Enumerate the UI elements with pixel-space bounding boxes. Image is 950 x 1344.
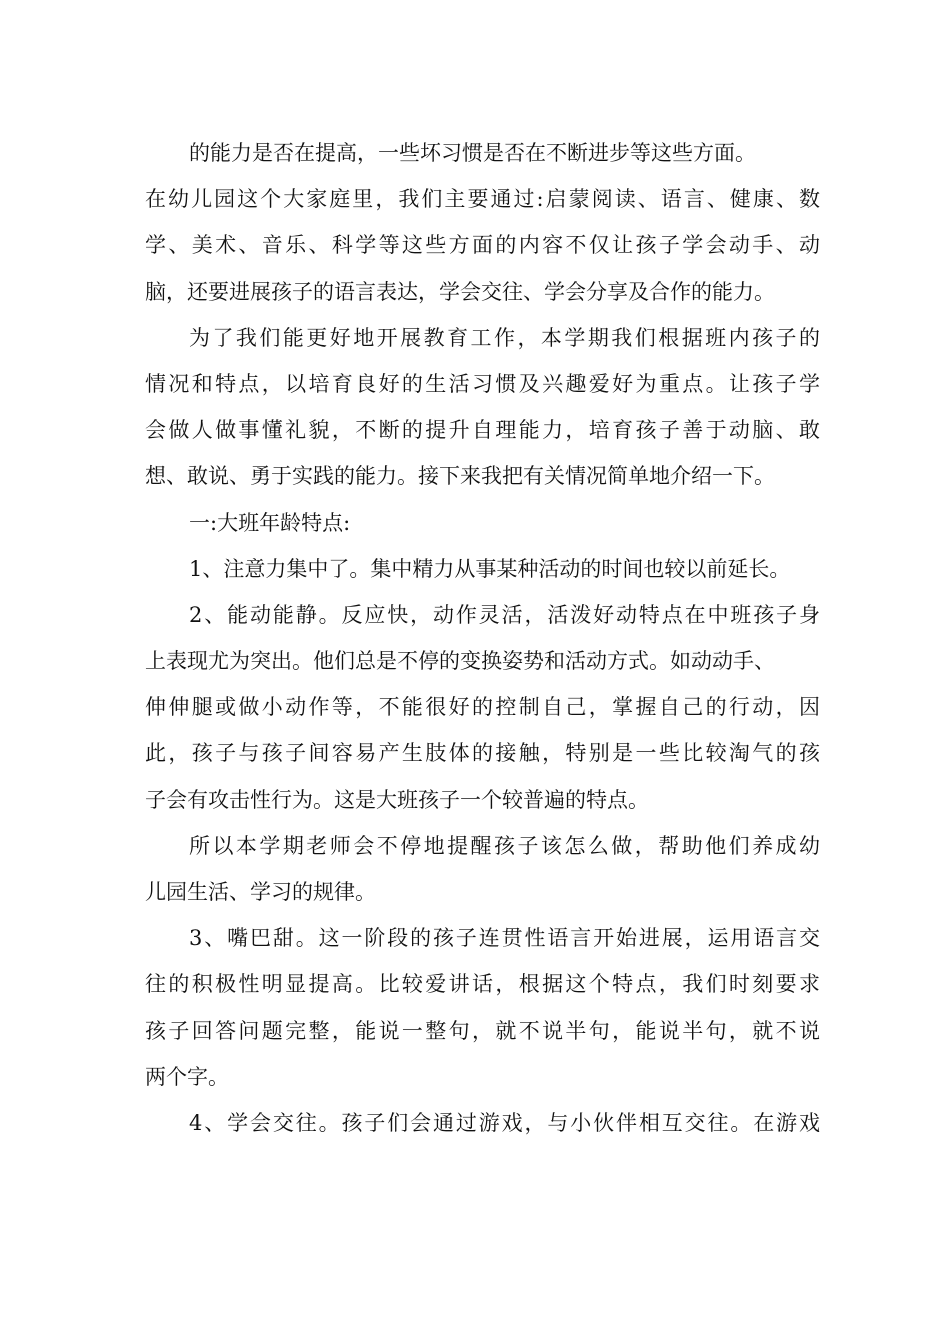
text-line: 上表现尤为突出。他们总是不停的变换姿势和活动方式。如动动手、 (145, 649, 775, 674)
text-line: 的能力是否在提高，一些坏习惯是否在不断进步等这些方面。 (189, 141, 756, 165)
text-line: 会做人做事懂礼貌，不断的提升自理能力，培育孩子善于动脑、敢 (145, 418, 820, 443)
text-line: 2、能动能静。反应快，动作灵活，活泼好动特点在中班孩子身 (189, 602, 820, 627)
section-heading: 一:大班年龄特点: (189, 510, 351, 535)
text-line: 往的积极性明显提高。比较爱讲话，根据这个特点，我们时刻要求 (145, 972, 820, 997)
text-line: 3、嘴巴甜。这一阶段的孩子连贯性语言开始进展，运用语言交 (189, 926, 820, 951)
document-body (145, 130, 820, 1146)
text-line: 此，孩子与孩子间容易产生肢体的接触，特别是一些比较淘气的孩 (145, 741, 820, 766)
text-line: 儿园生活、学习的规律。 (145, 880, 376, 904)
text-line: 两个字。 (145, 1064, 229, 1089)
text-line: 想、敢说、勇于实践的能力。接下来我把有关情况简单地介绍一下。 (145, 464, 775, 489)
text-line: 为了我们能更好地开展教育工作，本学期我们根据班内孩子的 (189, 325, 820, 350)
text-line: 在幼儿园这个大家庭里，我们主要通过:启蒙阅读、语言、健康、数 (145, 187, 820, 212)
text-line: 情况和特点，以培育良好的生活习惯及兴趣爱好为重点。让孩子学 (145, 371, 820, 396)
text-line: 伸伸腿或做小动作等，不能很好的控制自己，掌握自己的行动，因 (145, 695, 820, 720)
text-line: 4、学会交往。孩子们会通过游戏，与小伙伴相互交往。在游戏 (189, 1110, 820, 1135)
text-line: 子会有攻击性行为。这是大班孩子一个较普遍的特点。 (145, 787, 649, 812)
text-line: 1、注意力集中了。集中精力从事某种活动的时间也较以前延长。 (189, 556, 791, 581)
text-line: 学、美术、音乐、科学等这些方面的内容不仅让孩子学会动手、动 (145, 233, 820, 258)
text-line: 孩子回答问题完整，能说一整句，就不说半句，能说半句，就不说 (145, 1018, 820, 1043)
text-line: 所以本学期老师会不停地提醒孩子该怎么做，帮助他们养成幼 (189, 833, 820, 858)
text-line: 脑，还要进展孩子的语言表达，学会交往、学会分享及合作的能力。 (145, 279, 775, 304)
